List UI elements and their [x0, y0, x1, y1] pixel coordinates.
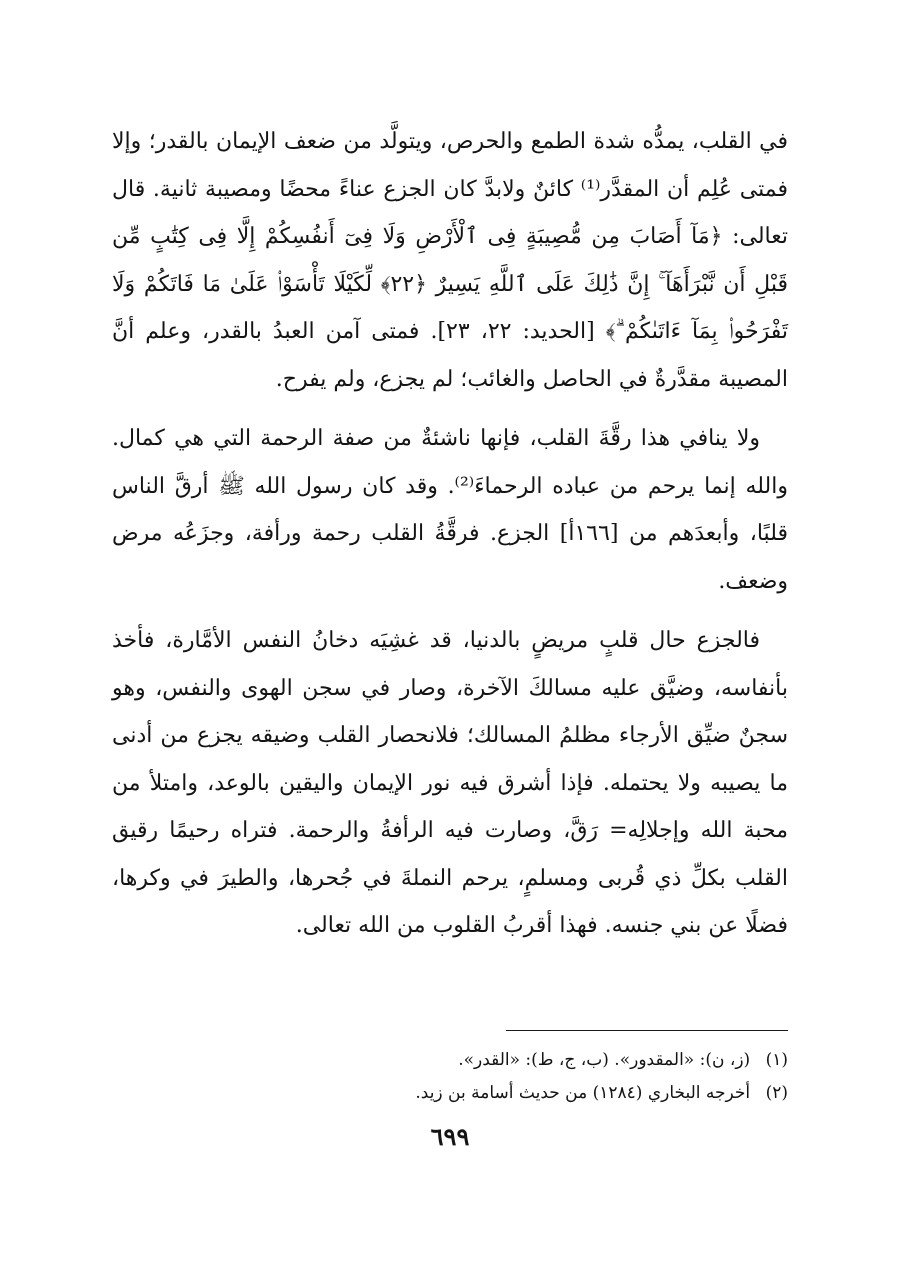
main-text [112, 118, 788, 950]
footnote-divider [506, 1030, 788, 1031]
footnote-2 [112, 1077, 788, 1110]
footnote-number: (١) [765, 1050, 788, 1070]
footnote-text: (ز، ن): «المقدور». (ب، ج، ط): «القدر». [458, 1050, 751, 1070]
paragraph-2: ولا ينافي هذا رقَّةَ القلب، فإنها ناشئةٌ من صفة الرحمة التي هي كمال. والله إنما يرحم من عباده الرحماءَ⁽²⁾. وقد كان رسول الله ﷺ أرقَّ الناس قلبًا، وأبعدَهم من [١٦٦أ] الجزع. فرقَّةُ القلب رحمة ورأفة، وجزَعُه مرض وضعف. [112, 426, 788, 594]
page-number: ٦٩٩ [430, 1122, 470, 1151]
footnotes [112, 1044, 788, 1110]
footnote-1 [112, 1044, 788, 1077]
footnote-text: أخرجه البخاري (١٢٨٤) من حديث أسامة بن زيد. [415, 1083, 751, 1103]
paragraph-1: في القلب، يمدُّه شدة الطمع والحرص، ويتولَّد من ضعف الإيمان بالقدر؛ وإلا فمتى عُلِم أن المقدَّر⁽¹⁾ كائنٌ ولابدَّ كان الجزع عناءً محضًا ومصيبة ثانية. قال تعالى: ﴿مَآ أَصَابَ مِن مُّصِيبَةٍ فِى ٱلْأَرْضِ وَلَا فِىٓ أَنفُسِكُمْ إِلَّا فِى كِتَٰبٍ مِّن قَبْلِ أَن نَّبْرَأَهَآ ۚ إِنَّ ذَٰلِكَ عَلَى ٱللَّهِ يَسِيرٌ ﴿٢٢﴾ لِّكَيْلَا تَأْسَوْا۟ عَلَىٰ مَا فَاتَكُمْ وَلَا تَفْرَحُوا۟ بِمَآ ءَاتَىٰكُمْ ۗ﴾ [الحديد: ٢٢، ٢٣]. فمتى آمن العبدُ بالقدر، وعلم أنَّ المصيبة مقدَّرةٌ في الحاصل والغائب؛ لم يجزع، ولم يفرح. [112, 129, 788, 392]
paragraph-3: فالجزع حال قلبٍ مريضٍ بالدنيا، قد غشِيَه دخانُ النفس الأمَّارة، فأخذ بأنفاسه، وضيَّق عليه مسالكَ الآخرة، وصار في سجن الهوى والنفس، وهو سجنٌ ضيِّق الأرجاء مظلمُ المسالك؛ فلانحصار القلب وضيقه يجزع من أدنى ما يصيبه ولا يحتمله. فإذا أشرق فيه نور الإيمان واليقين بالوعد، وامتلأ من محبة الله وإجلالِه= رَقَّ، وصارت فيه الرأفةُ والرحمة. فتراه رحيمًا رقيق القلب بكلِّ ذي قُربى ومسلمٍ، يرحم النملةَ في جُحرها، والطيرَ في وكرها، فضلًا عن بني جنسه. فهذا أقربُ القلوب من الله تعالى. [112, 628, 789, 938]
footnote-number: (٢) [765, 1083, 788, 1103]
